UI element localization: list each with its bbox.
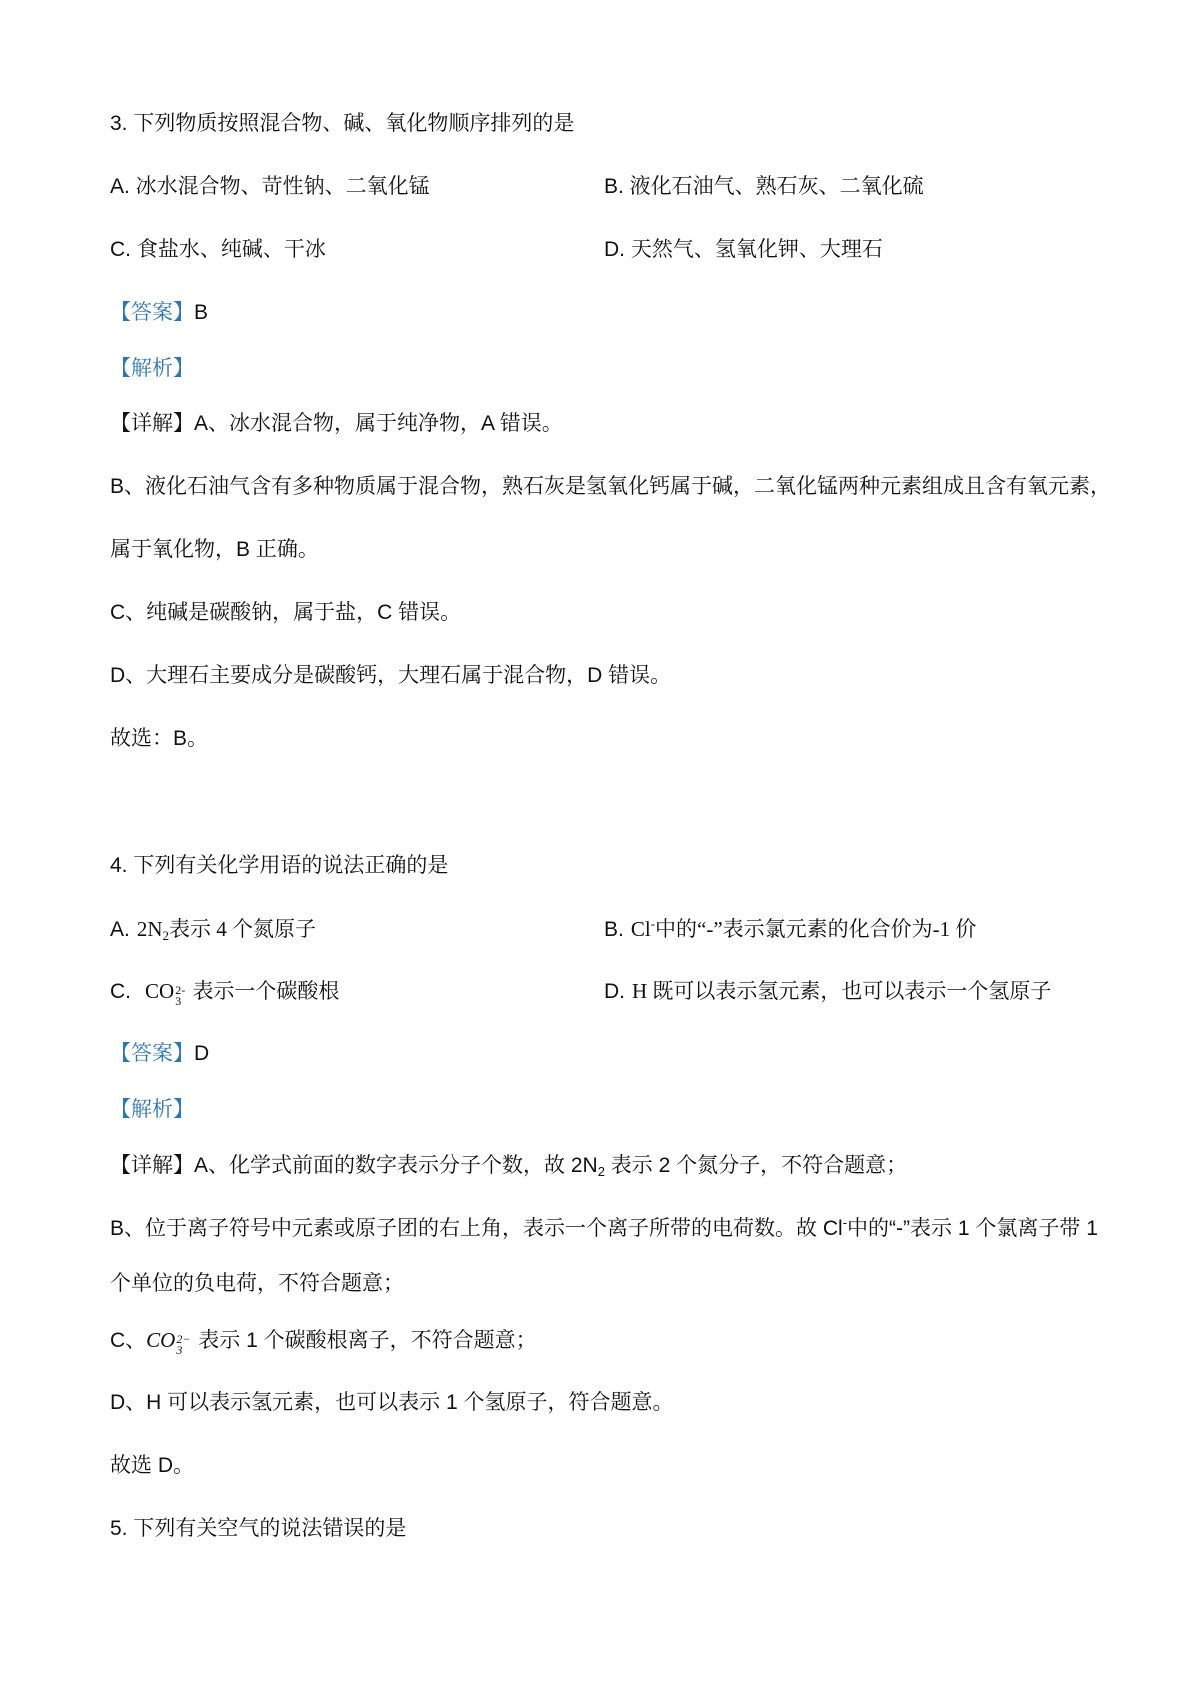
q3-detail-d: D、大理石主要成分是碳酸钙，大理石属于混合物，D 错误。 (110, 664, 672, 687)
answer-label: 【答案】 (110, 1042, 194, 1065)
detail-text-before: A、化学式前面的数字表示分子个数，故 (194, 1154, 571, 1177)
q3-option-b: B. 液化石油气、熟石灰、二氧化硫 (604, 175, 924, 198)
q4-option-c (110, 976, 339, 1006)
detail-label: 【详解】 (110, 1154, 194, 1177)
q3-conclusion: 故选：B。 (110, 727, 209, 750)
option-label: C. (110, 980, 131, 1003)
option-text: 中的“-”表示氯元素的化合价为-1 价 (655, 917, 977, 941)
detail-text-after: 中的“-”表示 1 个氯离子带 1 (847, 1217, 1098, 1240)
formula-main: CO (146, 1328, 176, 1352)
q3-detail-b: B、液化石油气含有多种物质属于混合物，熟石灰是氢氧化钙属于碱，二氧化锰两种元素组成且含有氧元素， (110, 475, 1112, 498)
q3-analysis-label: 【解析】 (110, 357, 194, 380)
q4-conclusion: 故选 D。 (110, 1454, 194, 1477)
formula-co3-ion (146, 1328, 192, 1357)
formula-cl-ion (823, 1217, 847, 1240)
option-text: 既可以表示氢元素，也可以表示一个氢原子 (647, 979, 1052, 1003)
q4-detail-d: D、H 可以表示氢元素，也可以表示 1 个氢原子，符合题意。 (110, 1391, 674, 1414)
formula-main: 2N (570, 1154, 598, 1177)
option-text: 表示 4 个氮原子 (169, 917, 317, 941)
q4-detail-b-cont: 个单位的负电荷，不符合题意； (110, 1272, 404, 1295)
formula-subscript: 3 (176, 1343, 183, 1357)
q3-detail-b-cont: 属于氧化物，B 正确。 (110, 538, 319, 561)
q3-answer (110, 298, 208, 328)
q3-detail-c: C、纯碱是碳酸钠，属于盐，C 错误。 (110, 601, 462, 624)
detail-text-before: C、 (110, 1329, 147, 1352)
formula-co3-ion (145, 979, 187, 1008)
formula-h: H (632, 979, 648, 1003)
q4-detail-b (110, 1214, 1098, 1244)
formula-main: Cl (630, 917, 651, 941)
formula-superscript: 2- (175, 983, 186, 997)
formula-stacked-scripts (175, 985, 185, 1007)
detail-label: 【详解】 (110, 412, 194, 435)
formula-main: CO (145, 979, 175, 1003)
formula-subscript: 2 (597, 1164, 605, 1179)
q4-option-d (604, 976, 1051, 1006)
q4-answer (110, 1039, 209, 1069)
detail-text-after: 表示 2 个氮分子，不符合题意； (604, 1154, 908, 1177)
detail-text-before: B、位于离子符号中元素或原子团的右上角，表示一个离子所带的电荷数。故 (110, 1217, 823, 1240)
formula-2n2 (571, 1154, 605, 1177)
q5-stem: 5. 下列有关空气的说法错误的是 (110, 1517, 407, 1540)
q4-stem: 4. 下列有关化学用语的说法正确的是 (110, 854, 449, 877)
formula-superscript: 2− (176, 1332, 191, 1346)
answer-value: D (194, 1042, 210, 1065)
formula-2n2 (137, 917, 169, 941)
option-label: B. (604, 918, 624, 941)
formula-cl-ion (631, 917, 655, 941)
formula-subscript: 3 (175, 994, 182, 1008)
formula-main: 2N (136, 917, 163, 941)
formula-subscript: 2 (162, 928, 170, 943)
formula-superscript: - (650, 916, 656, 931)
answer-label: 【答案】 (110, 301, 194, 324)
q4-option-b (604, 914, 976, 944)
formula-stacked-scripts (176, 1334, 190, 1356)
q4-detail-a (110, 1151, 907, 1181)
q4-detail-c (110, 1325, 537, 1355)
q3-option-d: D. 天然气、氢氧化钾、大理石 (604, 238, 883, 261)
option-text: 表示一个碳酸根 (187, 979, 340, 1003)
option-label: A. (110, 918, 130, 941)
detail-text: A、冰水混合物，属于纯净物，A 错误。 (194, 412, 563, 435)
detail-text-after: 表示 1 个碳酸根离子，不符合题意； (192, 1329, 537, 1352)
q3-option-c: C. 食盐水、纯碱、干冰 (110, 238, 326, 261)
q4-option-a (110, 914, 316, 944)
q3-option-a: A. 冰水混合物、苛性钠、二氧化锰 (110, 175, 430, 198)
q4-analysis-label: 【解析】 (110, 1098, 194, 1121)
q3-detail-a (110, 409, 563, 439)
answer-value: B (194, 301, 209, 324)
formula-superscript: - (842, 1215, 848, 1230)
q3-stem: 3. 下列物质按照混合物、碱、氧化物顺序排列的是 (110, 112, 575, 135)
formula-main: Cl (822, 1217, 843, 1240)
option-label: D. (604, 980, 625, 1003)
